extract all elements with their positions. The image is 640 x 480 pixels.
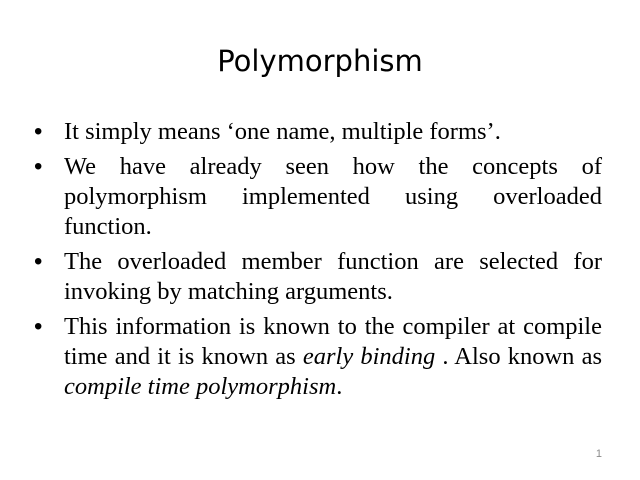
bullet-text [64,118,501,145]
slide-title: Polymorphism [217,44,423,78]
bullet-text-run: This information is known to the compiler at compile time and it is known as [64,313,602,370]
page-number: 1 [595,448,602,460]
bullet-text [64,153,602,240]
bullet-item [34,312,602,402]
bullet-mark: • [34,313,43,340]
bullet-text-run: . [336,373,343,400]
bullet-item [34,117,602,147]
bullet-text-italic-run: compile time polymorphism [64,373,337,400]
bullet-list [34,117,602,407]
bullet-item [34,152,602,242]
bullet-text [64,248,602,305]
bullet-text-italic-run: early binding [302,343,436,370]
bullet-mark: • [34,118,43,145]
bullet-text-run: The overloaded member function are selected for invoking by matching arguments. [64,248,602,305]
bullet-text-run: It simply means ‘one name, multiple forms’. [64,118,501,145]
bullet-text [64,313,602,400]
bullet-mark: • [34,248,43,275]
bullet-mark: • [34,153,43,180]
bullet-text-run: . Also known as [435,343,602,370]
bullet-text-run: We have already seen how the concepts of polymorphism implemented using overloaded function. [64,153,602,240]
bullet-item [34,247,602,307]
